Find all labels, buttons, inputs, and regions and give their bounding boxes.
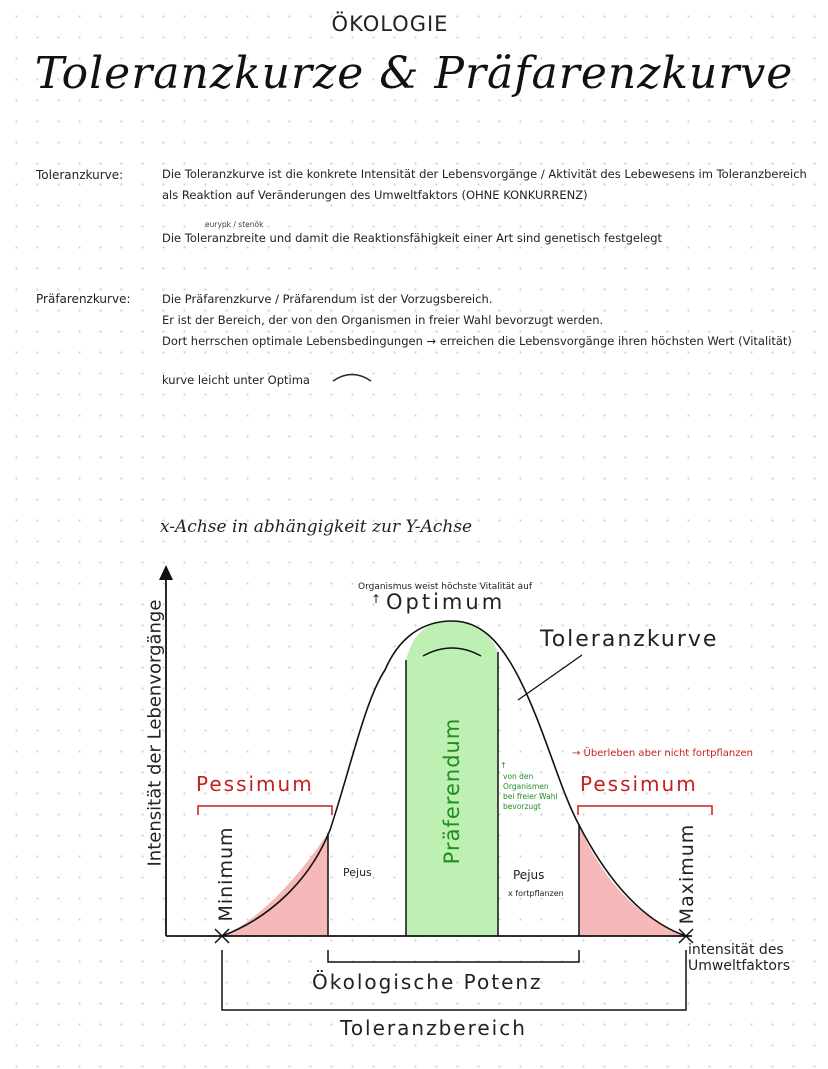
maximum-label: Maximum [676, 823, 698, 925]
pessimum-right-label: Pessimum [580, 772, 698, 796]
minimum-label: Minimum [215, 826, 237, 922]
praeferenz-line-2: Er ist der Bereich, der von den Organismen in freier Wahl bevorzugt werden. [162, 313, 604, 327]
y-axis-arrow-icon [159, 565, 173, 580]
x-axis-label-line-2: Umweltfaktors [688, 958, 791, 974]
survive-note: → Überleben aber nicht fortpflanzen [572, 748, 753, 759]
potenz-bracket [328, 950, 579, 962]
praeferenz-line-4: kurve leicht unter Optima [162, 373, 310, 387]
y-axis-label: Intensität der Lebenvorgänge [144, 599, 166, 867]
pejus-right-note: x fortpflanzen [508, 889, 564, 898]
pessimum-left-label: Pessimum [196, 772, 314, 796]
toleranzkurve-label: Toleranzkurve: [36, 168, 124, 182]
pessimum-left-fill [222, 833, 328, 936]
toleranz-line-1: Die Toleranzkurve ist die konkrete Intensität der Lebensvorgänge / Aktivität des Lebewesens im Toleranzbereich [162, 167, 807, 181]
optimum-note: Organismus weist höchste Vitalität auf [358, 582, 533, 592]
optima-arc-icon [333, 375, 371, 382]
praeferenz-line-3: Dort herrschen optimale Lebensbedingungen → erreichen die Lebensvorgänge ihren höchsten Wert (Vitalität) [162, 334, 792, 348]
optimum-arrow-icon: ↑ [371, 592, 382, 606]
curve-label: Toleranzkurve [540, 627, 719, 652]
pref-note-line-2: Organismen [503, 782, 549, 791]
praeferenz-line-1: Die Präfarenzkurve / Präfarendum ist der Vorzugsbereich. [162, 292, 493, 306]
pref-note-line-3: bei freier Wahl [503, 792, 558, 801]
pejus-left-label: Pejus [343, 866, 372, 879]
pessimum-right-fill [579, 825, 686, 936]
curve-label-pointer [518, 655, 582, 700]
subject-heading: ÖKOLOGIE [331, 12, 449, 36]
toleranz-line-2: als Reaktion auf Veränderungen des Umweltfaktors (OHNE KONKURRENZ) [162, 188, 588, 202]
praeferenzkurve-label: Präfarenzkurve: [36, 292, 131, 306]
bereich-label: Toleranzbereich [340, 1016, 527, 1040]
page-title: Toleranzkurze & Präfarenzkurve [34, 48, 794, 99]
diagram-caption: x-Achse in abhängigkeit zur Y-Achse [160, 517, 473, 537]
potenz-label: Ökologische Potenz [312, 970, 543, 994]
pref-note-arrow-icon: ↑ [500, 761, 507, 770]
pref-note-line-1: von den [503, 772, 534, 781]
pref-note-line-4: bevorzugt [503, 802, 541, 811]
pejus-right-label: Pejus [513, 868, 545, 882]
x-axis-label-line-1: intensität des [688, 942, 784, 958]
toleranz-line-3: Die Toleranzbreite und damit die Reaktionsfähigkeit einer Art sind genetisch festgelegt [162, 231, 663, 245]
toleranz-note: eurypk / stenök [205, 220, 264, 229]
preferendum-label: Präferendum [440, 717, 464, 865]
optimum-label: Optimum [386, 590, 506, 614]
